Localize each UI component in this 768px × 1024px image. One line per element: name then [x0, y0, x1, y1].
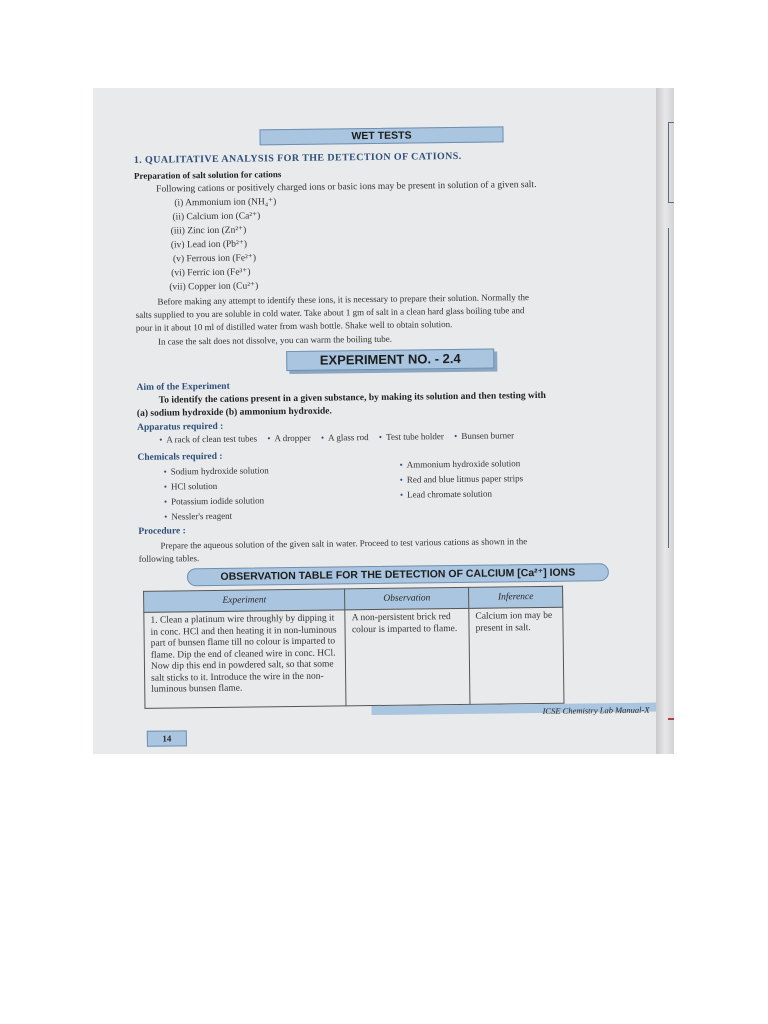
apparatus-label: Apparatus required : [137, 421, 224, 433]
para-line: pour in it about 10 ml of distilled water from wash bottle. Shake well to obtain solution. [135, 319, 453, 333]
chemical-item: • HCl solution [164, 479, 218, 494]
aim-line: (a) sodium hydroxide (b) ammonium hydroxide. [136, 406, 332, 419]
chemicals-label: Chemicals required : [137, 451, 223, 463]
ion-item: (v) Ferrous ion (Fe²⁺) [172, 253, 257, 265]
page-number: 14 [147, 730, 187, 746]
apparatus-item: • A dropper [267, 433, 311, 444]
section-intro: Following cations or positively charged ions or basic ions may be present in solution of a given salt. [156, 180, 537, 195]
observation-table [143, 586, 564, 709]
page-content [93, 88, 660, 754]
book-page [93, 88, 656, 754]
chemical-item: • Ammonium hydroxide solution [399, 456, 520, 471]
cell-inference: Calcium ion may be present in salt. [469, 607, 564, 704]
chemical-item: • Sodium hydroxide solution [164, 463, 269, 478]
para-line: salts supplied to you are soluble in cold water. Take about 1 gm of salt in a clean hard glass boiling tube and [135, 305, 525, 320]
header-experiment: Experiment [144, 589, 346, 612]
apparatus-item: • A glass rod [321, 432, 369, 443]
aim-line: To identify the cations present in a given substance, by making its solution and then testing with [158, 390, 546, 406]
ion-item: (vii) Copper ion (Cu²⁺) [169, 281, 259, 293]
cell-observation: A non-persistent brick red colour is imparted to flame. [345, 608, 470, 706]
edge-mark [668, 122, 669, 202]
procedure-label: Procedure : [138, 526, 186, 537]
procedure-line: following tables. [138, 553, 200, 564]
apparatus-item: • Test tube holder [379, 431, 444, 442]
apparatus-item: • Bunsen burner [454, 430, 514, 441]
edge-mark [668, 202, 674, 203]
section-title: 1. QUALITATIVE ANALYSIS FOR THE DETECTION OF CATIONS. [133, 150, 462, 166]
chemical-item: • Red and blue litmus paper strips [400, 471, 524, 487]
table-row [144, 607, 564, 708]
ion-item: (vi) Ferric ion (Fe³⁺) [171, 267, 251, 279]
cell-experiment: 1. Clean a platinum wire throughly by dipping it in conc. HCl and then heating it in non-luminous part of bunsen flame till no colour is imparted to flame. Dip the end of cleaned wire in conc. HCl. Now dip this end in powdered salt, so that some salt sticks to it. Introduce the wire in the non-luminous bunsen flame. [144, 610, 347, 708]
footer-book-title: ICSE Chemistry Lab Manual-X [542, 704, 650, 716]
page-photo [93, 88, 674, 754]
chemical-item: • Nessler's reagent [164, 509, 232, 524]
chemical-item: • Lead chromate solution [400, 487, 492, 502]
edge-mark [668, 228, 669, 548]
table-banner: OBSERVATION TABLE FOR THE DETECTION OF CALCIUM [Ca²⁺] IONS [187, 563, 609, 586]
ion-item: (i) Ammonium ion (NH₄⁺) [174, 197, 277, 209]
page-edge [656, 88, 674, 754]
ion-item: (iii) Zinc ion (Zn²⁺) [170, 225, 247, 237]
para-line: Before making any attempt to identify these ions, it is necessary to prepare their solution. Normally the [157, 292, 529, 307]
apparatus-list [159, 428, 514, 446]
edge-mark [668, 718, 674, 720]
ion-item: (ii) Calcium ion (Ca²⁺) [172, 211, 261, 223]
apparatus-item: • A rack of clean test tubes [159, 433, 257, 444]
procedure-line: Prepare the aqueous solution of the given salt in water. Proceed to test various cations as shown in the [160, 536, 528, 551]
wet-tests-heading: WET TESTS [259, 126, 503, 145]
header-inference: Inference [469, 586, 563, 608]
aim-label: Aim of the Experiment [136, 381, 230, 393]
experiment-banner: EXPERIMENT NO. - 2.4 [286, 349, 494, 372]
ion-item: (iv) Lead ion (Pb²⁺) [170, 239, 248, 251]
para-line: In case the salt does not dissolve, you can warm the boiling tube. [157, 333, 393, 347]
chemical-item: • Potassium iodide solution [164, 493, 264, 508]
section-subtitle: Preparation of salt solution for cations [133, 169, 282, 181]
header-observation: Observation [345, 587, 469, 610]
